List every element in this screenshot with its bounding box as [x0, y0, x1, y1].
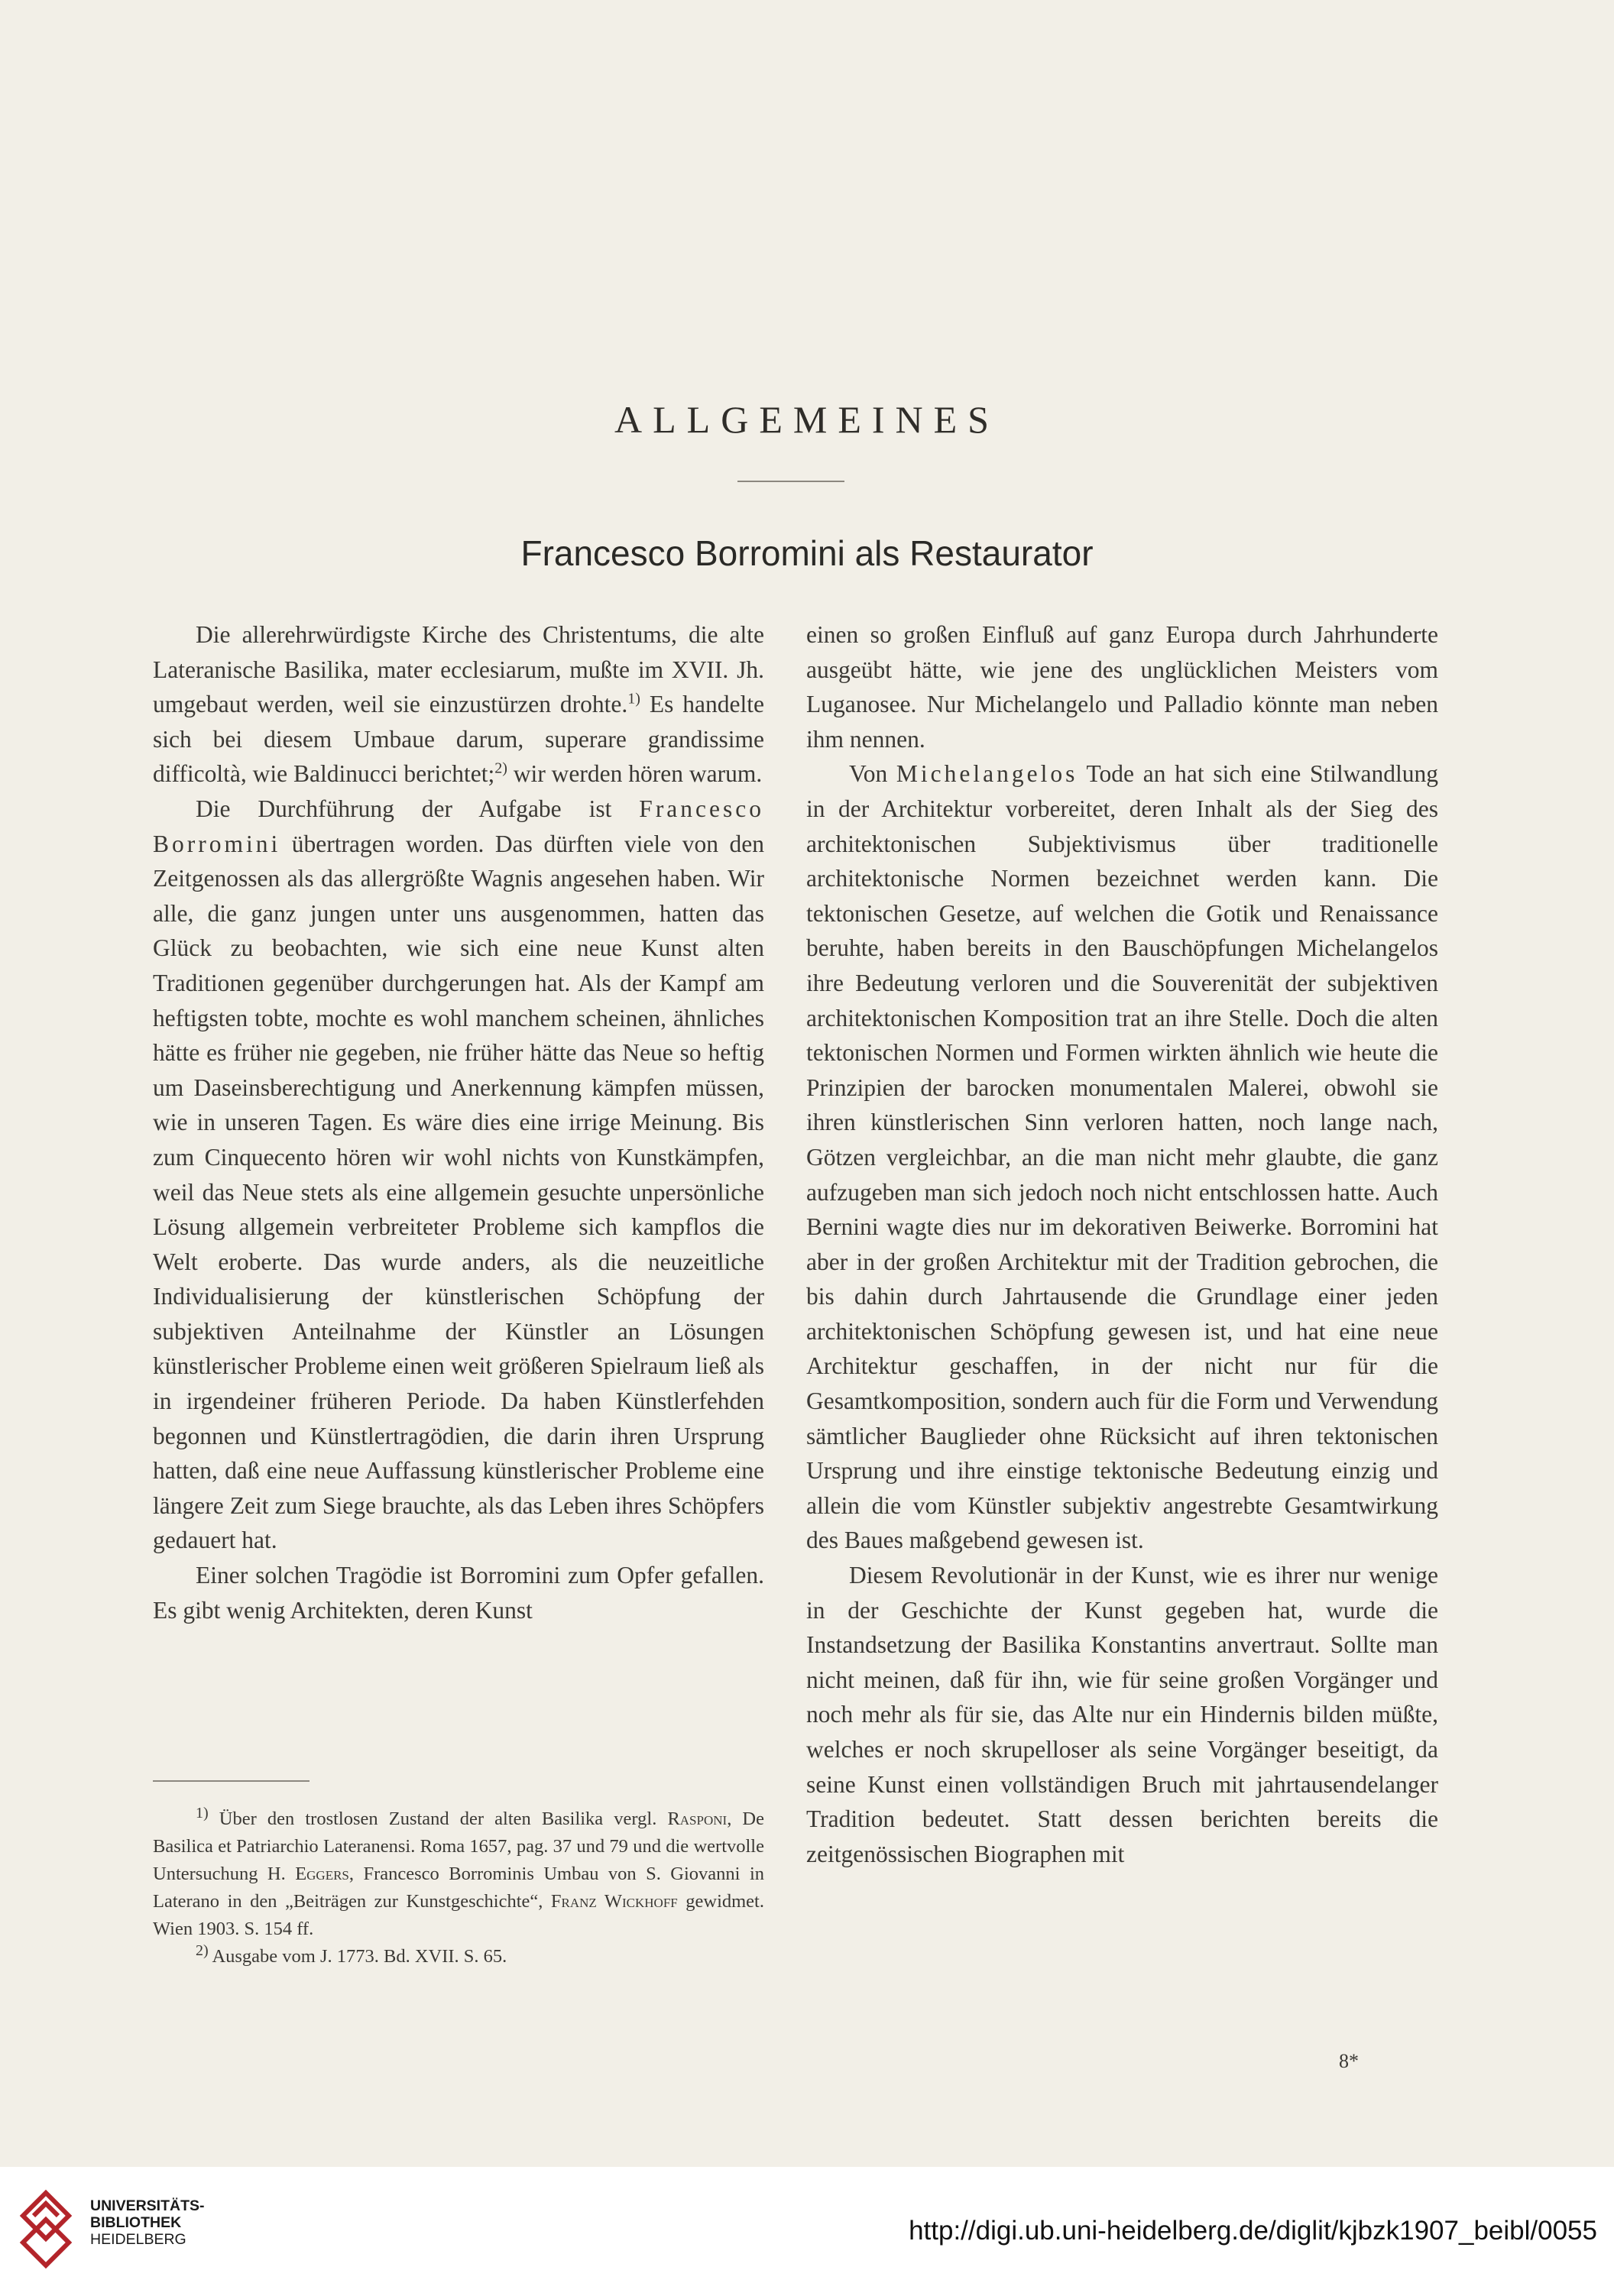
paragraph: Von Michelangelos Tode an hat sich eine Stilwandlung in der Architektur vorbereitet, deren Inhalt als der Sieg des architektonischen Subjektivismus über traditionelle architektonische Normen bezeichnet werden kann. Die tektonischen Gesetze, auf welchen die Gotik und Renaissance beruhte, haben bereits in den Bauschöpfungen Michelangelos ihre Bedeutung verloren und die Souverenität der subjektiven architektonischen Komposition trat an ihre Stelle. Doch die alten tektonischen Normen und Formen wirkten ähnlich wie heute die Prinzipien der barocken monumentalen Malerei, obwohl sie ihren künstlerischen Sinn verloren hatten, noch lange nach, Götzen vergleichbar, an die man nicht mehr glaubte, die ganz aufzugeben man sich jedoch noch nicht entschlossen hatte. Auch Bernini wagte dies nur im dekorativen Beiwerke. Borromini hat aber in der großen Architektur mit der Tradition gebrochen, die bis dahin durch Jahrtausende die Grundlage einer jeden architektonischen Schöpfung gewesen ist, und hat eine neue Architektur geschaffen, in der nicht nur für die Gesamtkomposition, sondern auch für die Form und Verwendung sämtlicher Bauglieder ohne Rücksicht auf ihren tektonischen Ursprung und ihre einstige tektonische Bedeutung einzig und allein die vom Künstler subjektiv angestrebte Gesamtwirkung des Baues maßgebend gewesen ist. — [806, 760, 1438, 1554]
title-divider — [737, 481, 844, 482]
signature-mark: 8* — [1339, 2050, 1359, 2072]
paragraph: Einer solchen Tragödie ist Borromini zum Opfer gefallen. Es gibt wenig Architekten, deren Kunst — [153, 1562, 764, 1624]
footnote-ref[interactable]: 1) — [627, 690, 640, 708]
left-column — [153, 617, 764, 1627]
library-name: UNIVERSITÄTS- BIBLIOTHEK HEIDELBERG — [90, 2197, 205, 2248]
source-url-link[interactable]: http://digi.ub.uni-heidelberg.de/diglit/kjbzk1907_beibl/0055 — [909, 2216, 1597, 2246]
footnote-divider — [153, 1780, 310, 1782]
paragraph: Die allerehrwürdigste Kirche des Christentums, die alte Lateranische Basilika, mater ecclesiarum, mußte im XVII. Jh. umgebaut werden, weil sie einzustürzen drohte.$^{1)}$ Es handelte sich bei diesem Umbaue darum, superare grandissime difficoltà, wie Baldinucci berichtet;$^{2)}$ wir werden hören warum. — [153, 621, 764, 788]
section-heading: ALLGEMEINES — [614, 398, 1000, 441]
right-column — [806, 617, 1438, 1871]
name-spaced: Michelangelos — [896, 760, 1078, 788]
footnote-1: $^{1)}$ Über den trostlosen Zustand der alten Basilika vergl. Rasponi, De Basilica et Patriarchio Lateranensi. Roma 1657, pag. 37 und 79 und die wertvolle Untersuchung H. Eggers, Francesco Borrominis Umbau von S. Giovanni in Laterano in den „Beiträgen zur Kunstgeschichte“, Franz Wickhoff gewidmet. Wien 1903. S. 154 ff. — [153, 1804, 765, 1939]
paragraph: einen so großen Einfluß auf ganz Europa durch Jahrhunderte ausgeübt hätte, wie jene des unglücklichen Meisters vom Luganosee. Nur Michelangelo und Palladio könnte man neben ihm nennen. — [806, 621, 1438, 753]
paragraph: Diesem Revolutionär in der Kunst, wie es ihrer nur wenige in der Geschichte der Kunst gegeben hat, wurde die Instandsetzung der Basilika Konstantins anvertraut. Sollte man nicht meinen, daß für ihn, wie für seine großen Vorgänger und noch mehr als für sie, das Alte nur ein Hindernis bilden müßte, welches er noch skrupelloser als seine Vorgänger beseitigt, da seine Kunst einen vollständigen Bruch mit jahrtausendelanger Tradition bedeutet. Statt dessen berichten bereits die zeitgenössischen Biographen mit — [806, 1562, 1438, 1867]
footnote-ref[interactable]: 2) — [494, 759, 507, 777]
article-title: Francesco Borromini als Restaurator — [520, 533, 1094, 573]
paragraph: Die Durchführung der Aufgabe ist Francesco Borromini übertragen worden. Das dürften viele von den Zeitgenossen als das allergrößte Wagnis angesehen haben. Wir alle, die ganz jungen unter uns ausgenommen, hatten das Glück zu beobachten, wie sich eine neue Kunst alten Traditionen gegenüber durchgerungen hat. Als der Kampf am heftigsten tobte, mochte es wohl manchem scheinen, ähnliches hätte es früher nie gegeben, nie früher hätte das Neue so heftig um Daseinsberechtigung und Anerkennung kämpfen müssen, wie in unseren Tagen. Es wäre dies eine irrige Meinung. Bis zum Cinquecento hören wir wohl nichts von Kunstkämpfen, weil das Neue stets als eine allgemein gesuchte unpersönliche Lösung allgemein verbreiteter Probleme sich kampflos die Welt eroberte. Das wurde anders, als die neuzeitliche Individualisierung der künstlerischen Schöpfung der subjektiven Anteilnahme der Künstler an Lösungen künstlerischer Probleme einen weit größeren Spielraum ließ als in irgendeiner früheren Periode. Da haben Künstlerfehden begonnen und Künstlertragödien, die darin ihren Ursprung hatten, daß eine neue Auffassung künstlerischer Probleme eine längere Zeit zum Siege brauchte, als das Leben ihres Schöpfers gedauert hat. — [153, 795, 764, 1554]
library-logo-icon — [17, 2185, 75, 2273]
footnote-2: $^{2)}$ Ausgabe vom J. 1773. Bd. XVII. S. 65. — [196, 1941, 507, 1967]
footnotes — [153, 1805, 764, 1971]
name-spaced: Francesco Borromini — [153, 795, 764, 857]
